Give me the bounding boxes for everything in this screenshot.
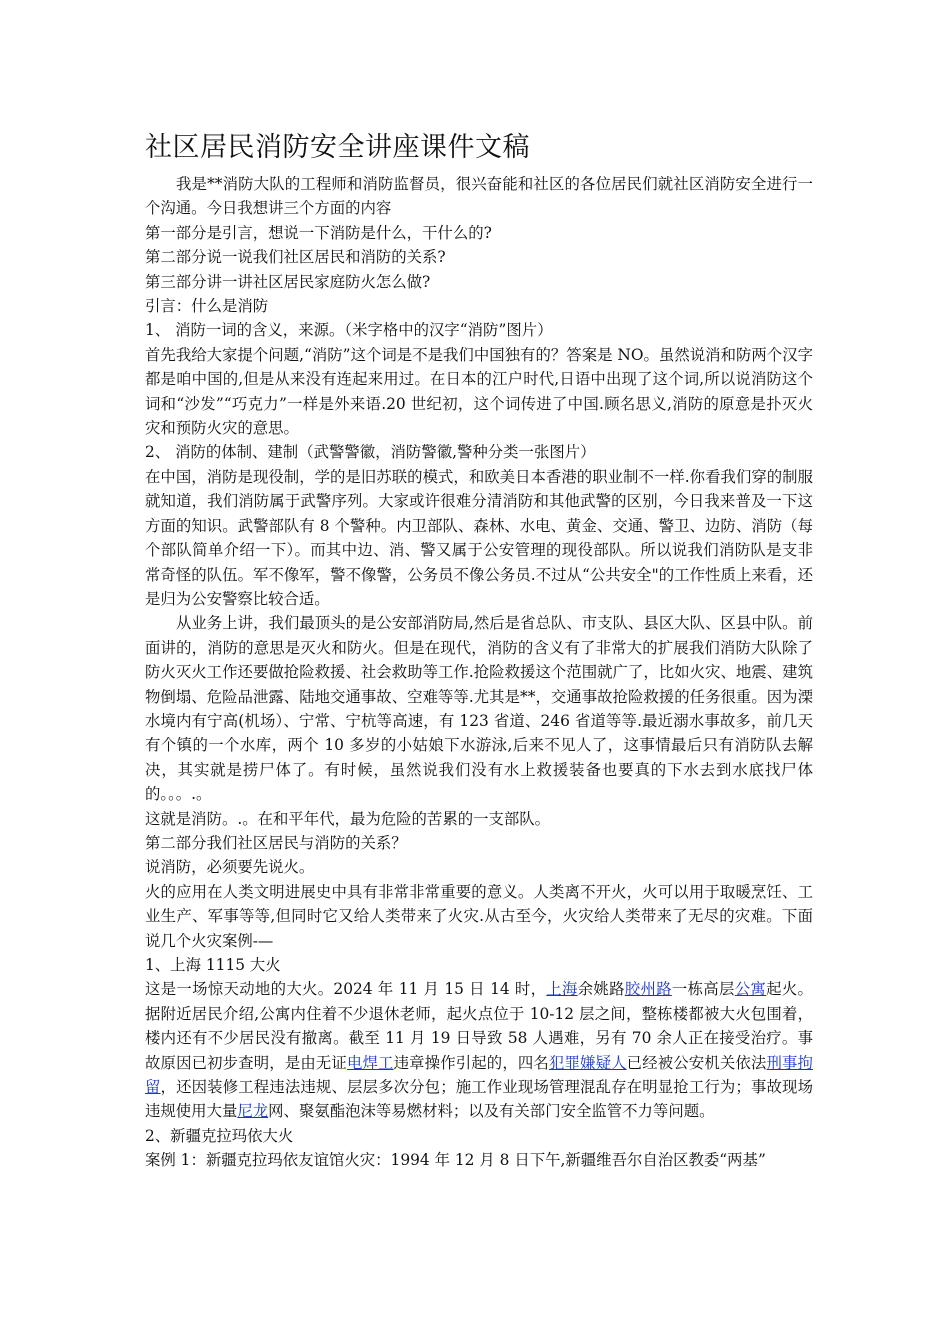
paragraph-summary: 这就是消防。.。在和平年代，最为危险的苦累的一支部队。: [145, 809, 551, 828]
case-text: 违章操作引起的，四名: [393, 1053, 549, 1072]
case-text: 已经被公安机关依法: [626, 1053, 767, 1072]
paragraph-karamay-case: 案例 1：新疆克拉玛依友谊馆火灾：1994 年 12 月 8 日下午,新疆维吾尔自治区教委“两基”: [145, 1151, 766, 1170]
outline-part-three: 第三部分讲一讲社区居民家庭防火怎么做?: [145, 272, 431, 291]
paragraph-meaning: 首先我给大家提个问题,“消防”这个词是不是我们中国独有的？答案是 NO。虽然说消和防两个汉字都是咱中国的,但是从来没有连起来用过。在日本的江户时代,日语中出现了这个词,所以说消防这个词和“沙发”“巧克力”一样是外来语.20 世纪初，这个词传进了中国.顾名思义,消防的原意是扑灭火灾和预防火灾的意思。: [145, 345, 813, 438]
paragraph-fire-history: 火的应用在人类文明进展史中具有非常非常重要的意义。人类离不开火，火可以用于取暖烹饪、工业生产、军事等等,但同时它又给人类带来了火灾.从古至今，火灾给人类带来了无尽的灾难。下面说几个火灾案例-—: [145, 882, 813, 950]
case-text: ，还因装修工程违法违规、层层多次分包；施工作业现场管理混乱存在明显抢工行为；事故现场违规使用大量: [145, 1078, 813, 1121]
section-heading-part-two: 第二部分我们社区居民与消防的关系？: [145, 833, 407, 852]
case-text: 一栋高层: [671, 980, 735, 999]
subheading-system: 2、 消防的体制、建制（武警警徽，消防警徽,警种分类一张图片）: [145, 443, 596, 462]
outline-part-two: 第二部分说一说我们社区居民和消防的关系?: [145, 248, 446, 267]
link-criminal-detention[interactable]: 刑事拘留: [145, 1053, 813, 1097]
case-text: 起火。据附近居民介绍,公寓内住着不少退休老师，起火点位于 10-12 层之间，整栋楼都被大火包围着，楼内还有不少居民没有撤离。截至 11 月 19 日导致 58 人遇难，另有 70 余人正在接受治疗。事故原因已初步查明，是由无证: [145, 980, 813, 1072]
section-heading-intro: 引言：什么是消防: [145, 297, 269, 316]
link-suspects[interactable]: 犯罪嫌疑人: [548, 1053, 627, 1072]
outline-part-one: 第一部分是引言，想说一下消防是什么，干什么的?: [145, 223, 492, 242]
case-heading-shanghai: 1、上海 1115 大火: [145, 956, 281, 974]
link-welder[interactable]: 电焊工: [346, 1053, 394, 1072]
case-text: 网、聚氨酯泡沫等易燃材料；以及有关部门安全监管不力等问题。: [268, 1102, 715, 1121]
paragraph-business: 从业务上讲，我们最顶头的是公安部消防局,然后是省总队、市支队、县区大队、区县中队。前面讲的，消防的意思是灭火和防火。但是在现代，消防的含义有了非常大的扩展我们消防大队除了防火灭火工作还要做抢险救援、社会救助等工作.抢险救援这个范围就广了，比如火灾、地震、建筑物倒塌、危险品泄露、陆地交通事故、空难等等.尤其是**，交通事故抢险救援的任务很重。因为溧水境内有宁高(机场）、宁常、宁杭等高速，有 123 省道、246 省道等等.最近溺水事故多，前几天有个镇的一个水库，两个 10 多岁的小姑娘下水游泳,后来不见人了，这事情最后只有消防队去解决，其实就是捞尸体了。有时候，虽然说我们没有水上救援装备也要真的下水去到水底找尸体的。。。.。: [145, 614, 813, 804]
paragraph-shanghai-fire: [145, 977, 813, 1123]
case-heading-karamay: 2、新疆克拉玛依大火: [145, 1126, 294, 1145]
paragraph-fire-first: 说消防，必须要先说火。: [145, 858, 315, 877]
link-shanghai[interactable]: 上海: [546, 980, 578, 999]
paragraph-system: 在中国，消防是现役制，学的是旧苏联的模式，和欧美日本香港的职业制不一样.你看我们穿的制服就知道，我们消防属于武警序列。大家或许很难分清消防和其他武警的区别，今日我来普及一下这方面的知识。武警部队有 8 个警种。内卫部队、森林、水电、黄金、交通、警卫、边防、消防（每个部队简单介绍一下）。而其中边、消、警又属于公安管理的现役部队。所以说我们消防队是支非常奇怪的队伍。军不像军，警不像警，公务员不像公务员.不过从“公共安全"的工作性质上来看，还是归为公安警察比较合适。: [145, 467, 813, 608]
link-nylon[interactable]: 尼龙: [237, 1102, 269, 1121]
case-text: 余姚路: [577, 980, 625, 999]
subheading-meaning: 1、 消防一词的含义，来源。（米字格中的汉字“消防”图片）: [145, 321, 553, 340]
intro-paragraph: 我是**消防大队的工程师和消防监督员，很兴奋能和社区的各位居民们就社区消防安全进行一个沟通。今日我想讲三个方面的内容: [145, 175, 813, 218]
link-apartment[interactable]: 公寓: [734, 980, 767, 999]
link-jiaozhou-road[interactable]: 胶州路: [624, 980, 672, 999]
document-title: 社区居民消防安全讲座课件文稿: [145, 132, 530, 163]
case-text: 这是一场惊天动地的大火。2024 年 11 月 15 日 14 时，: [145, 980, 547, 999]
document-body: [145, 128, 813, 1173]
